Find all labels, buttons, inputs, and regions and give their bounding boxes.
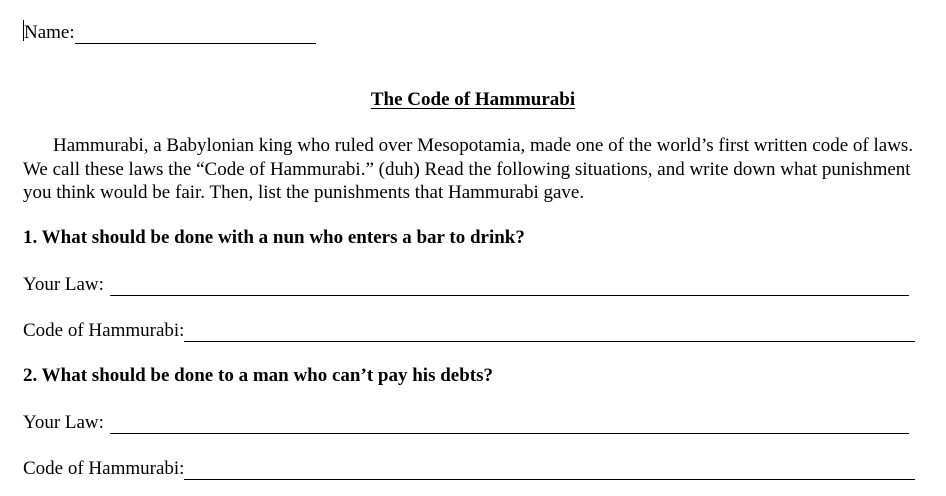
question-2-code-row (23, 456, 915, 480)
question-1-code-row (23, 318, 915, 342)
name-blank[interactable] (75, 24, 316, 44)
question-2-your-law-row (23, 410, 909, 434)
name-label: Name: (24, 22, 75, 43)
question-1-your-law-blank[interactable] (110, 276, 909, 296)
question-2: 2. What should be done to a man who can’t pay his debts? (23, 365, 493, 386)
code-of-hammurabi-label: Code of Hammurabi: (23, 320, 185, 341)
intro-paragraph: Hammurabi, a Babylonian king who ruled over Mesopotamia, made one of the world’s first written code of laws. We call these laws the “Code of Hammurabi.” (duh) Read the following situations, and write down what punishment you think would be fair. Then, list the punishments that Hammurabi gave. (23, 135, 914, 203)
question-1: 1. What should be done with a nun who enters a bar to drink? (23, 227, 525, 248)
name-row (24, 20, 316, 44)
question-1-your-law-row (23, 272, 909, 296)
your-law-label: Your Law: (23, 274, 104, 295)
question-2-code-blank[interactable] (184, 460, 915, 480)
question-2-your-law-blank[interactable] (110, 414, 909, 434)
code-of-hammurabi-label: Code of Hammurabi: (23, 458, 185, 479)
your-law-label: Your Law: (23, 412, 104, 433)
page-title: The Code of Hammurabi (370, 89, 576, 110)
question-1-code-blank[interactable] (184, 322, 915, 342)
